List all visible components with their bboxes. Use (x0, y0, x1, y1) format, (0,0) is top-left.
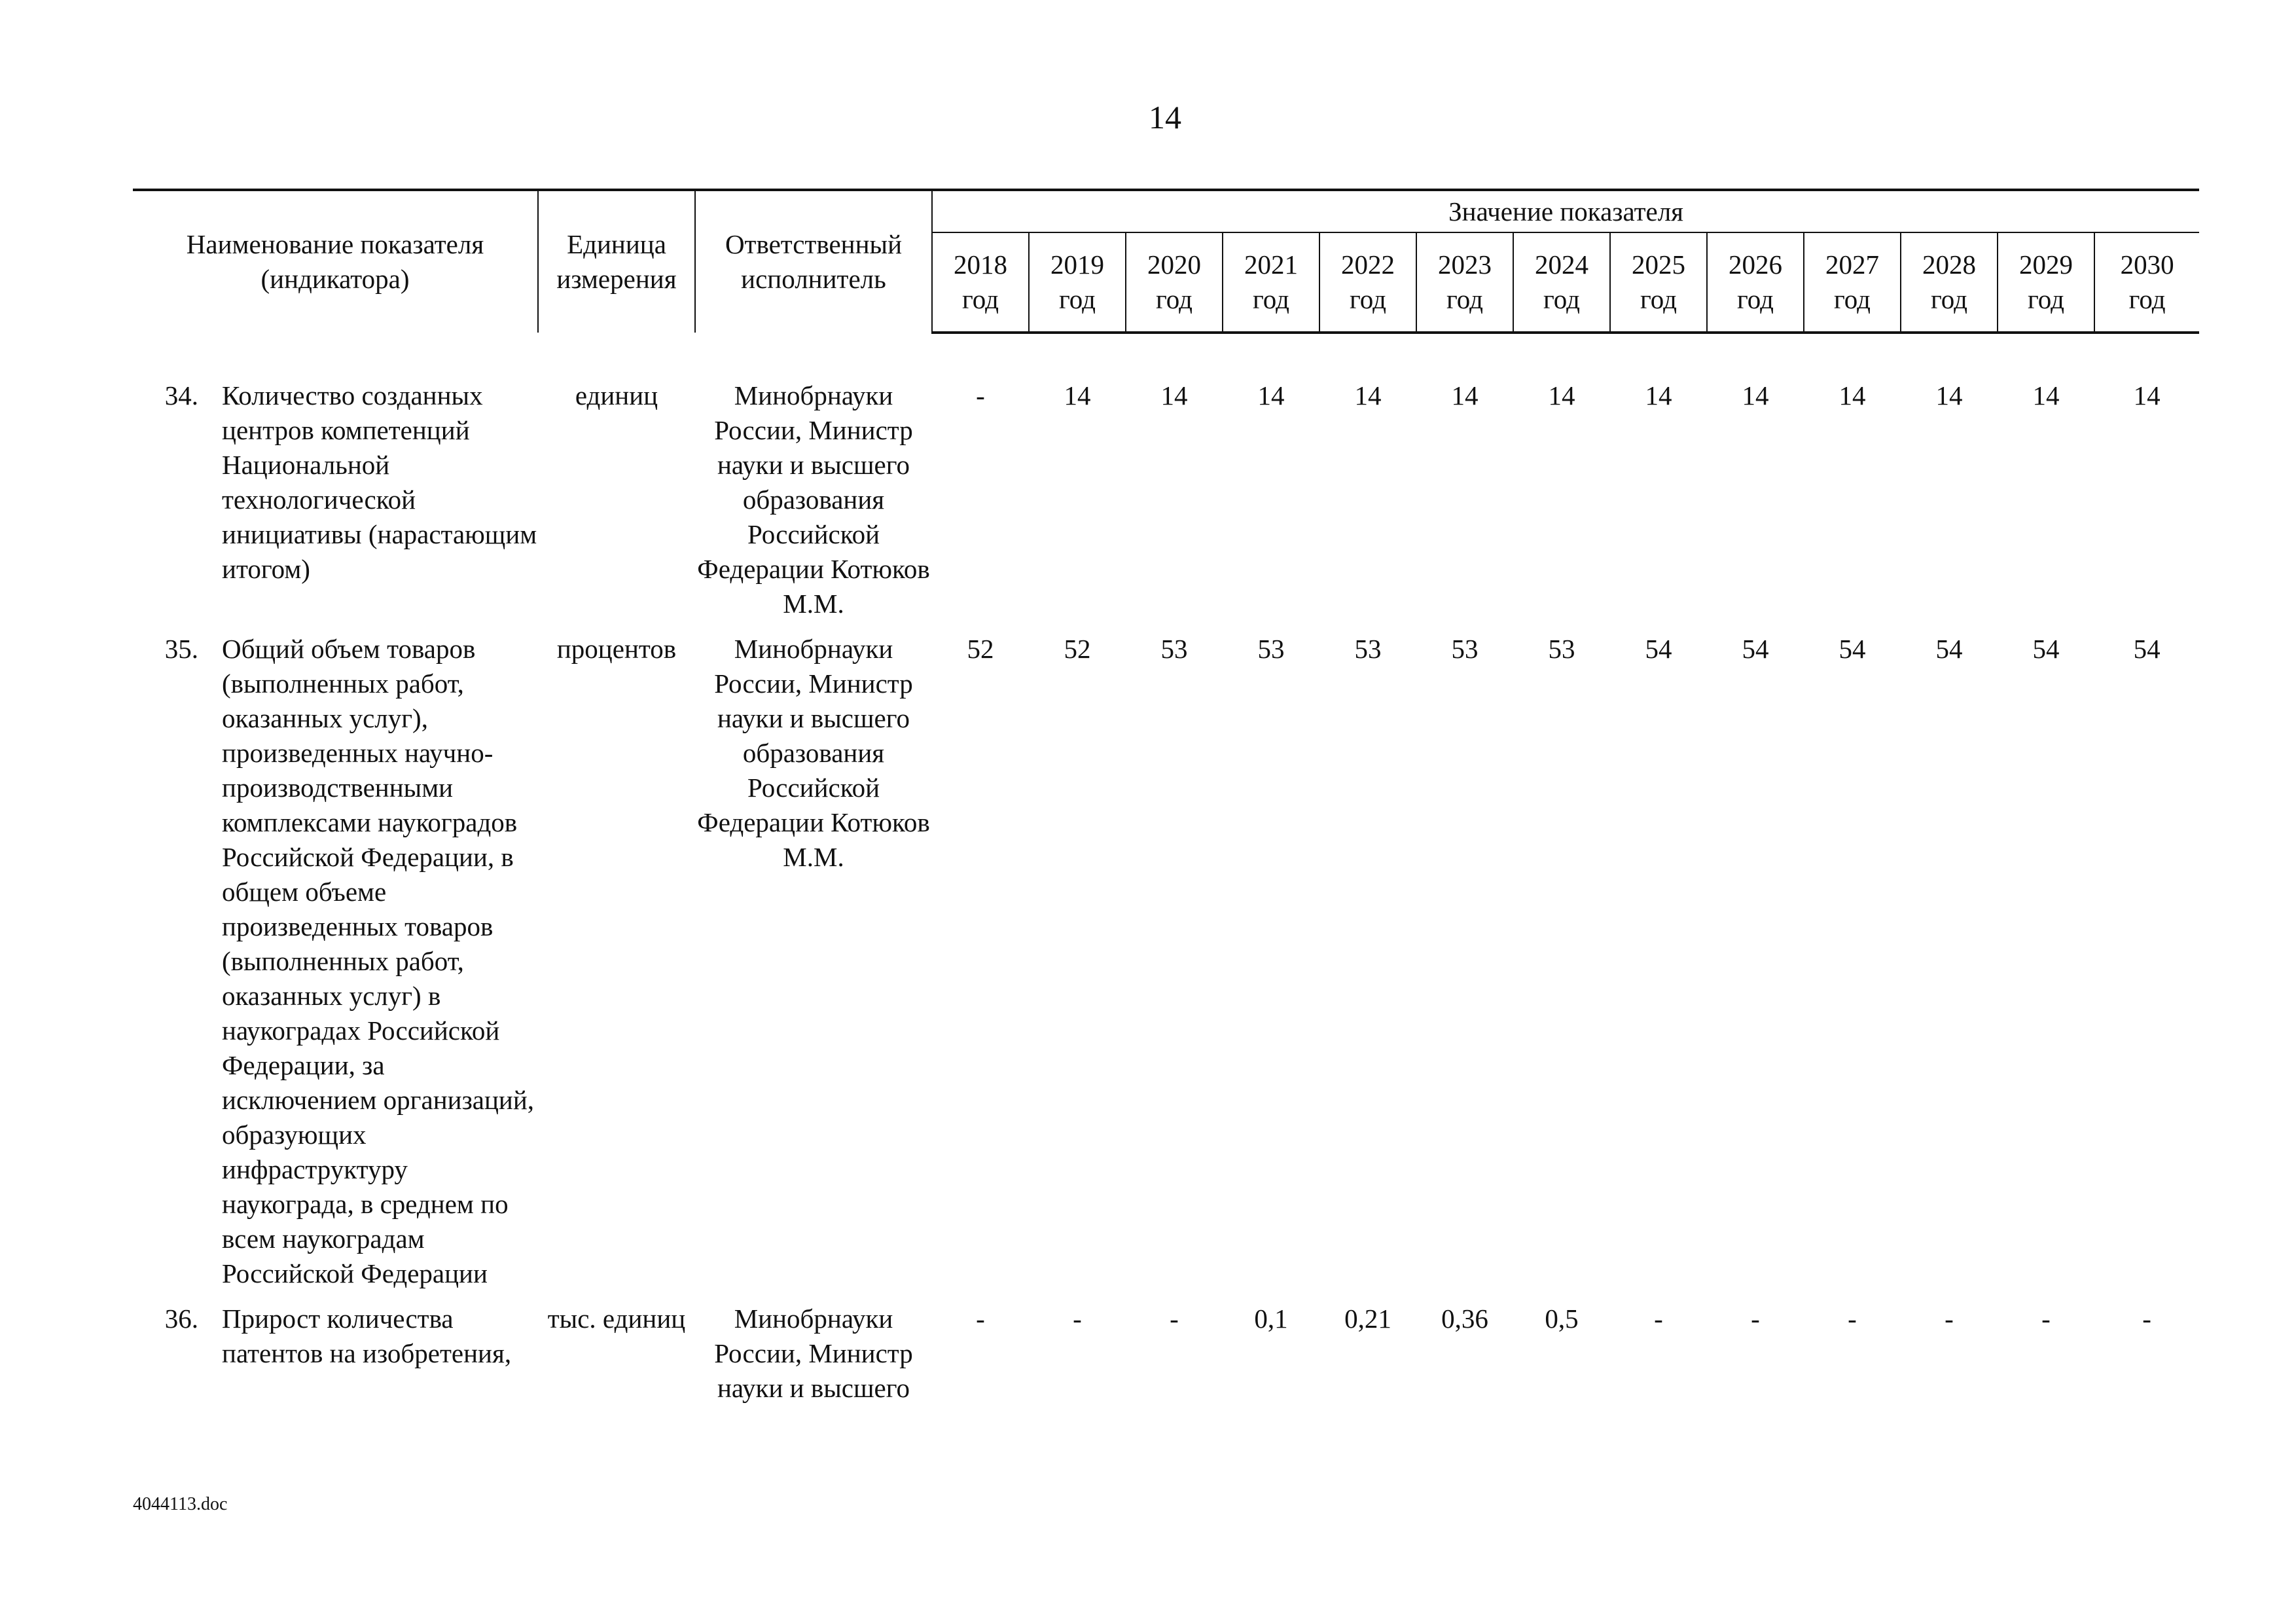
value-cell: - (976, 380, 985, 410)
indicator-cell (133, 378, 538, 632)
indicator-cell (133, 1302, 538, 1416)
value-cell: - (1848, 1304, 1857, 1334)
indicator-cell (133, 632, 538, 1302)
year-header: 2024 год (1513, 232, 1610, 333)
value-cell: 0,21 (1344, 1304, 1391, 1334)
header-values-group: Значение показателя (932, 190, 2199, 232)
year-header: 2030 год (2094, 232, 2199, 333)
year-header: 2029 год (1998, 232, 2094, 333)
unit-cell: тыс. единиц (547, 1304, 686, 1334)
header-executor: Ответственный исполнитель (695, 190, 932, 333)
executor-cell: Минобрнауки России, Министр науки и высшего образования Российской Федерации Котюков М.М. (697, 380, 930, 619)
value-cell: 14 (1548, 380, 1575, 410)
page-number: 14 (1149, 99, 1181, 136)
value-cell: - (2142, 1304, 2151, 1334)
value-cell: 53 (1160, 634, 1188, 664)
indicator-name: Количество созданных центров компетенций Национальной технологической инициативы (нарастающим итогом) (222, 380, 537, 584)
value-cell: - (1945, 1304, 1954, 1334)
year-header: 2023 год (1416, 232, 1513, 333)
value-cell: 14 (1451, 380, 1479, 410)
value-cell: 54 (1742, 634, 1769, 664)
value-cell: 0,1 (1254, 1304, 1288, 1334)
value-cell: - (1751, 1304, 1760, 1334)
row-number: 34. (164, 380, 198, 410)
row-number: 35. (164, 634, 198, 664)
value-cell: 52 (967, 634, 994, 664)
value-cell: 53 (1257, 634, 1285, 664)
row-number: 36. (164, 1304, 198, 1334)
year-header: 2026 год (1707, 232, 1804, 333)
value-cell: - (2041, 1304, 2051, 1334)
value-cell: 54 (2032, 634, 2060, 664)
value-cell: - (1654, 1304, 1663, 1334)
indicator-table (133, 189, 2199, 1416)
indicator-name: Прирост количества патентов на изобретения, (222, 1304, 512, 1368)
value-cell: 14 (2133, 380, 2161, 410)
value-cell: 14 (1645, 380, 1672, 410)
table-row (133, 632, 2199, 1302)
header-name: Наименование показателя (индикатора) (186, 229, 484, 294)
year-header: 2019 год (1029, 232, 1126, 333)
executor-cell: Минобрнауки России, Министр науки и высшего (714, 1304, 913, 1403)
value-cell: 54 (1935, 634, 1963, 664)
year-header: 2020 год (1126, 232, 1223, 333)
value-cell: 54 (2133, 634, 2161, 664)
year-header: 2027 год (1804, 232, 1901, 333)
value-cell: 53 (1354, 634, 1382, 664)
table-row (133, 378, 2199, 632)
value-cell: 14 (1064, 380, 1091, 410)
value-cell: - (1170, 1304, 1179, 1334)
value-cell: 54 (1645, 634, 1672, 664)
value-cell: 0,36 (1441, 1304, 1488, 1334)
year-header: 2022 год (1319, 232, 1416, 333)
value-cell: 53 (1548, 634, 1575, 664)
value-cell: 53 (1451, 634, 1479, 664)
value-cell: 14 (1935, 380, 1963, 410)
value-cell: 14 (1160, 380, 1188, 410)
header-unit: Единица измерения (538, 190, 695, 333)
unit-cell: единиц (575, 380, 658, 410)
year-header: 2021 год (1223, 232, 1319, 333)
table-row (133, 1302, 2199, 1416)
value-cell: 0,5 (1545, 1304, 1579, 1334)
year-header: 2028 год (1901, 232, 1998, 333)
value-cell: - (1073, 1304, 1082, 1334)
indicator-name: Общий объем товаров (выполненных работ, оказанных услуг), произведенных научно-производственными комплексами наукоградов Российской Федерации, в общем объеме произведенных товаров (выполненных работ, оказанных услуг) в наукоградах Российской Федерации, за исключением организаций, образующих инфраструктуру наукограда, в среднем по всем наукоградам Российской Федерации (222, 634, 535, 1288)
value-cell: 54 (1839, 634, 1866, 664)
value-cell: 14 (2032, 380, 2060, 410)
year-header: 2025 год (1610, 232, 1707, 333)
value-cell: - (976, 1304, 985, 1334)
unit-cell: процентов (556, 634, 677, 664)
value-cell: 14 (1839, 380, 1866, 410)
value-cell: 14 (1742, 380, 1769, 410)
value-cell: 14 (1257, 380, 1285, 410)
value-cell: 52 (1064, 634, 1091, 664)
executor-cell: Минобрнауки России, Министр науки и высшего образования Российской Федерации Котюков М.М. (697, 634, 930, 872)
value-cell: 14 (1354, 380, 1382, 410)
year-header: 2018 год (932, 232, 1029, 333)
footer-filename: 4044113.doc (133, 1494, 228, 1514)
